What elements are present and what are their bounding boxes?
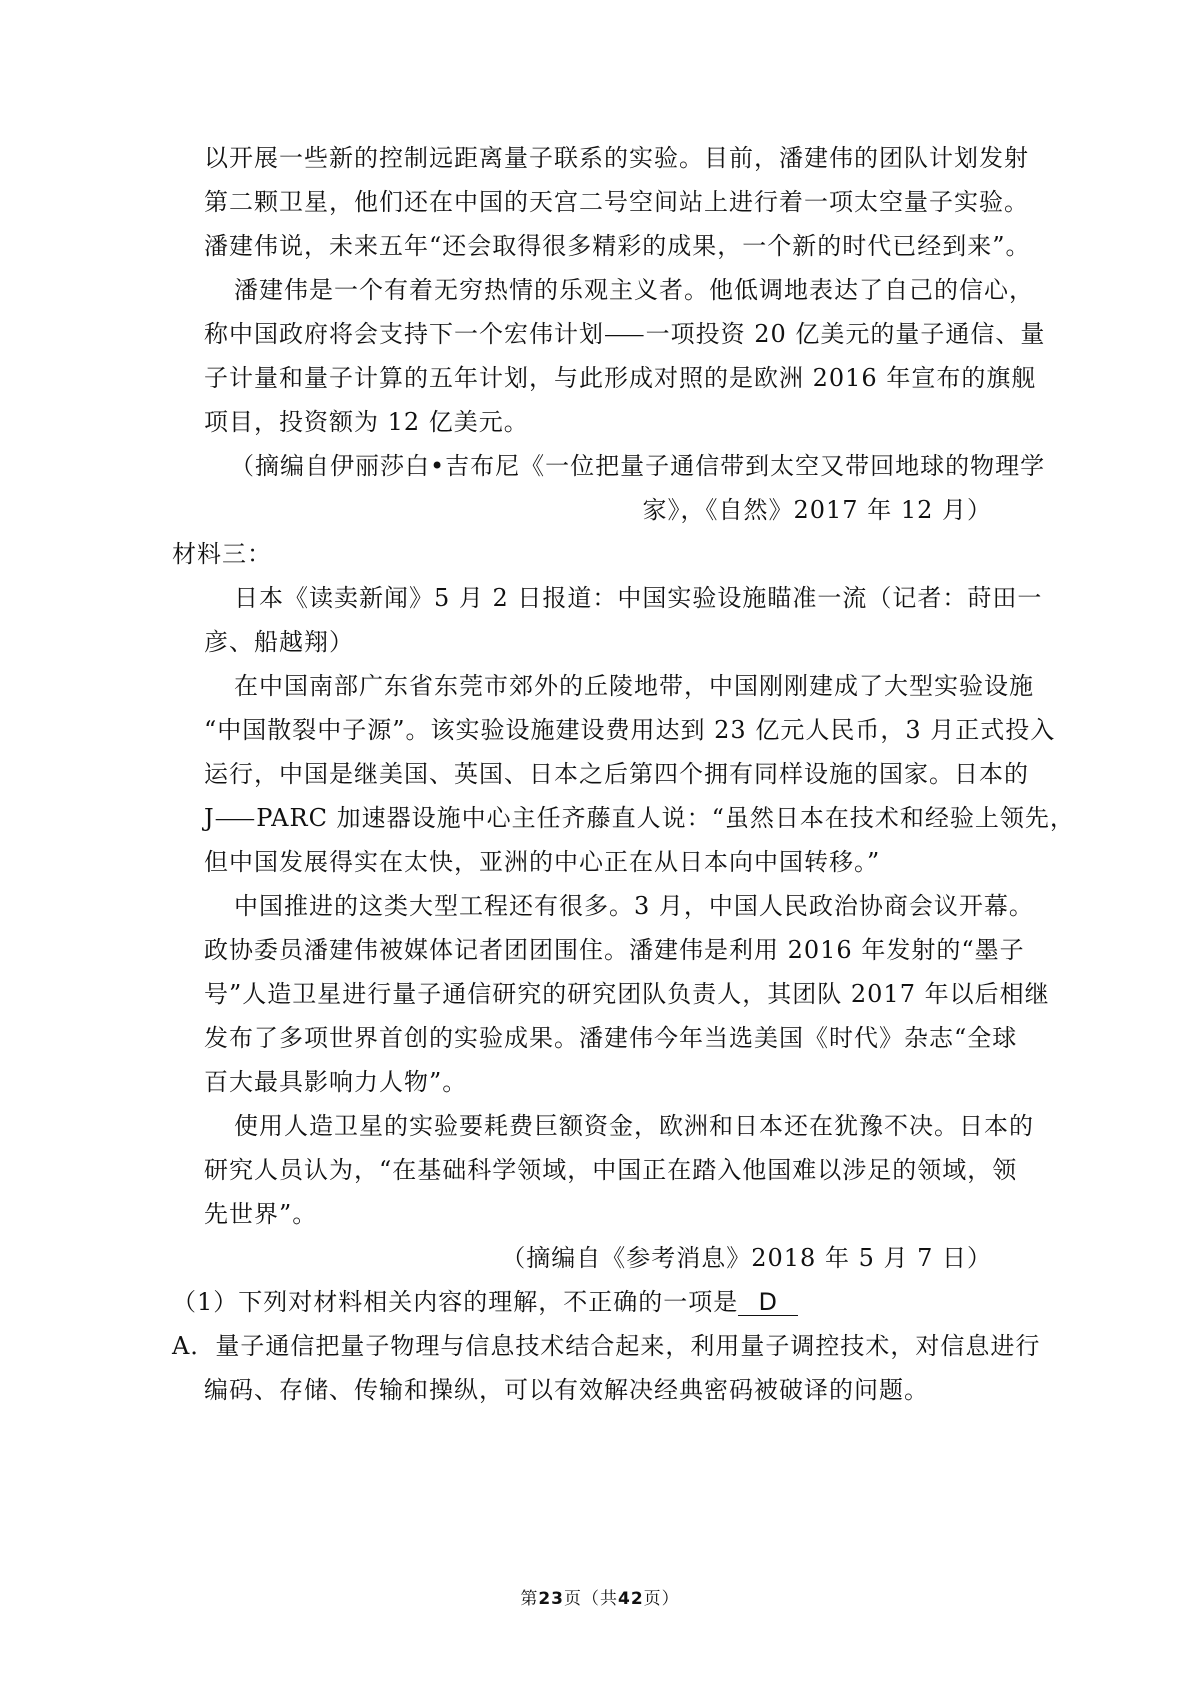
paragraph-line: 潘建伟是一个有着无穷热情的乐观主义者。他低调地表达了自己的信心，	[234, 276, 1034, 304]
paragraph-line: 研究人员认为，“在基础科学领域，中国正在踏入他国难以涉足的领域，领	[204, 1156, 1018, 1184]
source-citation: （摘编自伊丽莎白•吉布尼《一位把量子通信带到太空又带回地球的物理学	[230, 452, 1046, 480]
question-text: （1）下列对材料相关内容的理解，不正确的一项是	[172, 1288, 739, 1316]
paragraph-line: 第二颗卫星，他们还在中国的天宫二号空间站上进行着一项太空量子实验。	[204, 188, 1029, 216]
paragraph-line: 子计量和量子计算的五年计划，与此形成对照的是欧洲 2016 年宣布的旗舰	[204, 364, 1037, 392]
paragraph-line: 百大最具影响力人物”。	[204, 1068, 468, 1096]
source-citation: 家》，《自然》2017 年 12 月）	[642, 496, 992, 524]
paragraph-line: 先世界”。	[204, 1200, 318, 1228]
paragraph-line: 日本《读卖新闻》5 月 2 日报道：中国实验设施瞄准一流（记者：莳田一	[234, 584, 1043, 612]
total-pages: 42	[618, 1589, 644, 1609]
paragraph-line: J⸺PARC 加速器设施中心主任齐藤直人说：“虽然日本在技术和经验上领先，	[204, 804, 1075, 832]
footer-prefix: 第	[520, 1589, 539, 1609]
paragraph-line: 发布了多项世界首创的实验成果。潘建伟今年当选美国《时代》杂志“全球	[204, 1024, 1018, 1052]
paragraph-line: 以开展一些新的控制远距离量子联系的实验。目前，潘建伟的团队计划发射	[204, 144, 1029, 172]
paragraph-line: “中国散裂中子源”。该实验设施建设费用达到 23 亿元人民币，3 月正式投入	[204, 716, 1056, 744]
paragraph-line: 项目，投资额为 12 亿美元。	[204, 408, 529, 436]
paragraph-line: 政协委员潘建伟被媒体记者团团围住。潘建伟是利用 2016 年发射的“墨子	[204, 936, 1025, 964]
footer-suffix: 页）	[643, 1589, 680, 1609]
paragraph-line: 称中国政府将会支持下一个宏伟计划⸺一项投资 20 亿美元的量子通信、量	[204, 320, 1046, 348]
paragraph-line: 运行，中国是继美国、英国、日本之后第四个拥有同样设施的国家。日本的	[204, 760, 1029, 788]
question-stem	[172, 1285, 798, 1319]
paragraph-line: 号”人造卫星进行量子通信研究的研究团队负责人，其团队 2017 年以后相继	[204, 980, 1050, 1008]
paragraph-line: 潘建伟说，未来五年“还会取得很多精彩的成果，一个新的时代已经到来”。	[204, 232, 1031, 260]
option-a: A．量子通信把量子物理与信息技术结合起来，利用量子调控技术，对信息进行	[172, 1332, 1041, 1360]
paragraph-line: 使用人造卫星的实验要耗费巨额资金，欧洲和日本还在犹豫不决。日本的	[234, 1112, 1034, 1140]
option-a-continued: 编码、存储、传输和操纵，可以有效解决经典密码被破译的问题。	[204, 1376, 929, 1404]
paragraph-line: 在中国南部广东省东莞市郊外的丘陵地带，中国刚刚建成了大型实验设施	[234, 672, 1034, 700]
answer-blank: D	[738, 1289, 798, 1316]
page-number: 23	[538, 1589, 564, 1609]
paragraph-line: 中国推进的这类大型工程还有很多。3 月，中国人民政治协商会议开幕。	[234, 892, 1034, 920]
paragraph-line: 但中国发展得实在太快，亚洲的中心正在从日本向中国转移。”	[204, 848, 881, 876]
paragraph-line: 彦、船越翔）	[204, 628, 354, 656]
source-citation: （摘编自《参考消息》2018 年 5 月 7 日）	[501, 1244, 992, 1272]
section-title: 材料三：	[172, 540, 272, 568]
footer-middle: 页（共	[564, 1589, 618, 1609]
page-footer	[0, 1584, 1200, 1609]
